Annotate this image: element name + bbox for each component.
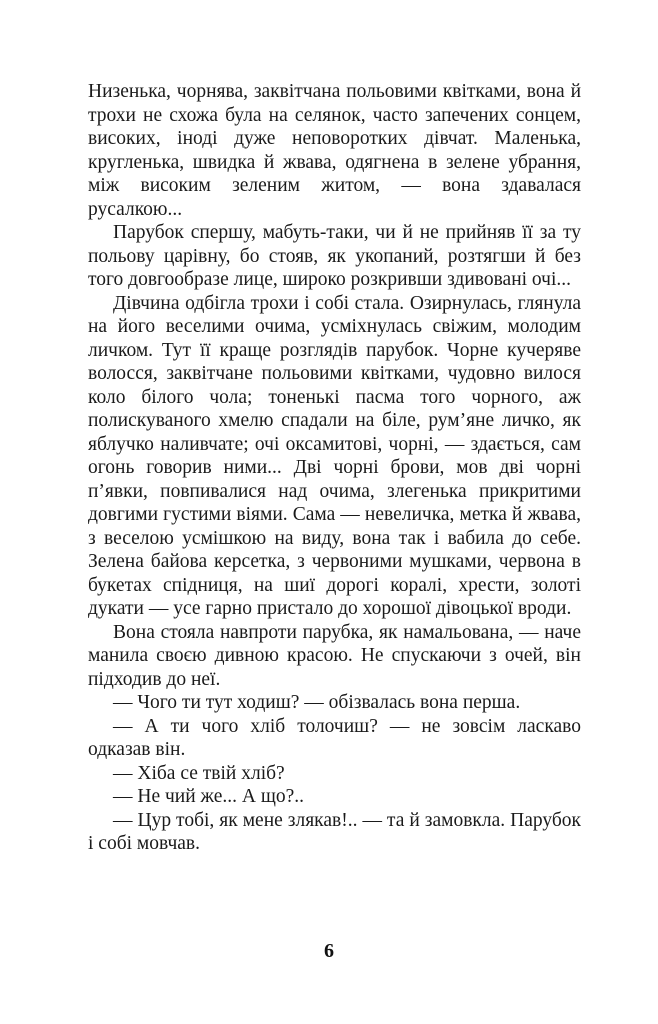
paragraph-1: Низенька, чорнява, заквітчана польовими квітками, вона й трохи не схожа була на селянок, часто запечених сонцем, високих, іноді дуже неповоротких дівчат. Маленька, кругленька, швидка й жвава, одягнена в зелене убрання, між високим зеленим житом, — вона здавалася русалкою... <box>88 81 581 220</box>
page-number: 6 <box>324 940 334 962</box>
dialogue-line-3: — Хіба се твій хліб? <box>113 762 285 784</box>
dialogue-line-5: — Цур тобі, як мене злякав!.. — та й замовкла. Парубок і собі мовчав. <box>88 809 581 854</box>
dialogue-line-4: — Не чий же... А що?.. <box>113 786 305 807</box>
paragraph-2: Парубок спершу, мабуть-таки, чи й не прийняв її за ту польову царівну, бо стояв, як укопаний, розтягши й без того довгообразе лице, широко розкривши здивовані очі... <box>88 222 581 290</box>
paragraph-3: Дівчина одбігла трохи і собі стала. Озирнулась, глянула на його веселими очима, усміхнулась свіжим, молодим личком. Тут її краще розглядів парубок. Чорне кучеряве волосся, заквітчане польовими квітками, чудовно вилося коло білого чола; тоненькі пасма того чорного, аж полискуваного хмелю спадали на біле, рум’яне личко, як яблучко наливчате; очі оксамитові, чорні, — здається, сам огонь говорив ними... Дві чорні брови, мов дві чорні п’явки, повпивалися над очима, злегенька прикритими довгими густими віями. Сама — невеличка, метка й жвава, з веселою усмішкою на виду, вона так і вабила до себе. Зелена байова керсетка, з червоними мушками, червона в букетах спідниця, на шиї дорогі коралі, хрести, золоті дукати — усе гарно пристало до хорошої дівоцької вроди. <box>88 292 581 619</box>
dialogue-line-2: — А ти чого хліб толочиш? — не зовсім ласкаво одказав він. <box>88 715 581 760</box>
paragraph-4: Вона стояла навпроти парубка, як намальована, — наче манила своєю дивною красою. Не спускаючи з очей, він підходив до неї. <box>88 621 581 690</box>
dialogue-line-1: — Чого ти тут ходиш? — обізвалась вона перша. <box>113 692 521 713</box>
page-body <box>88 80 581 856</box>
